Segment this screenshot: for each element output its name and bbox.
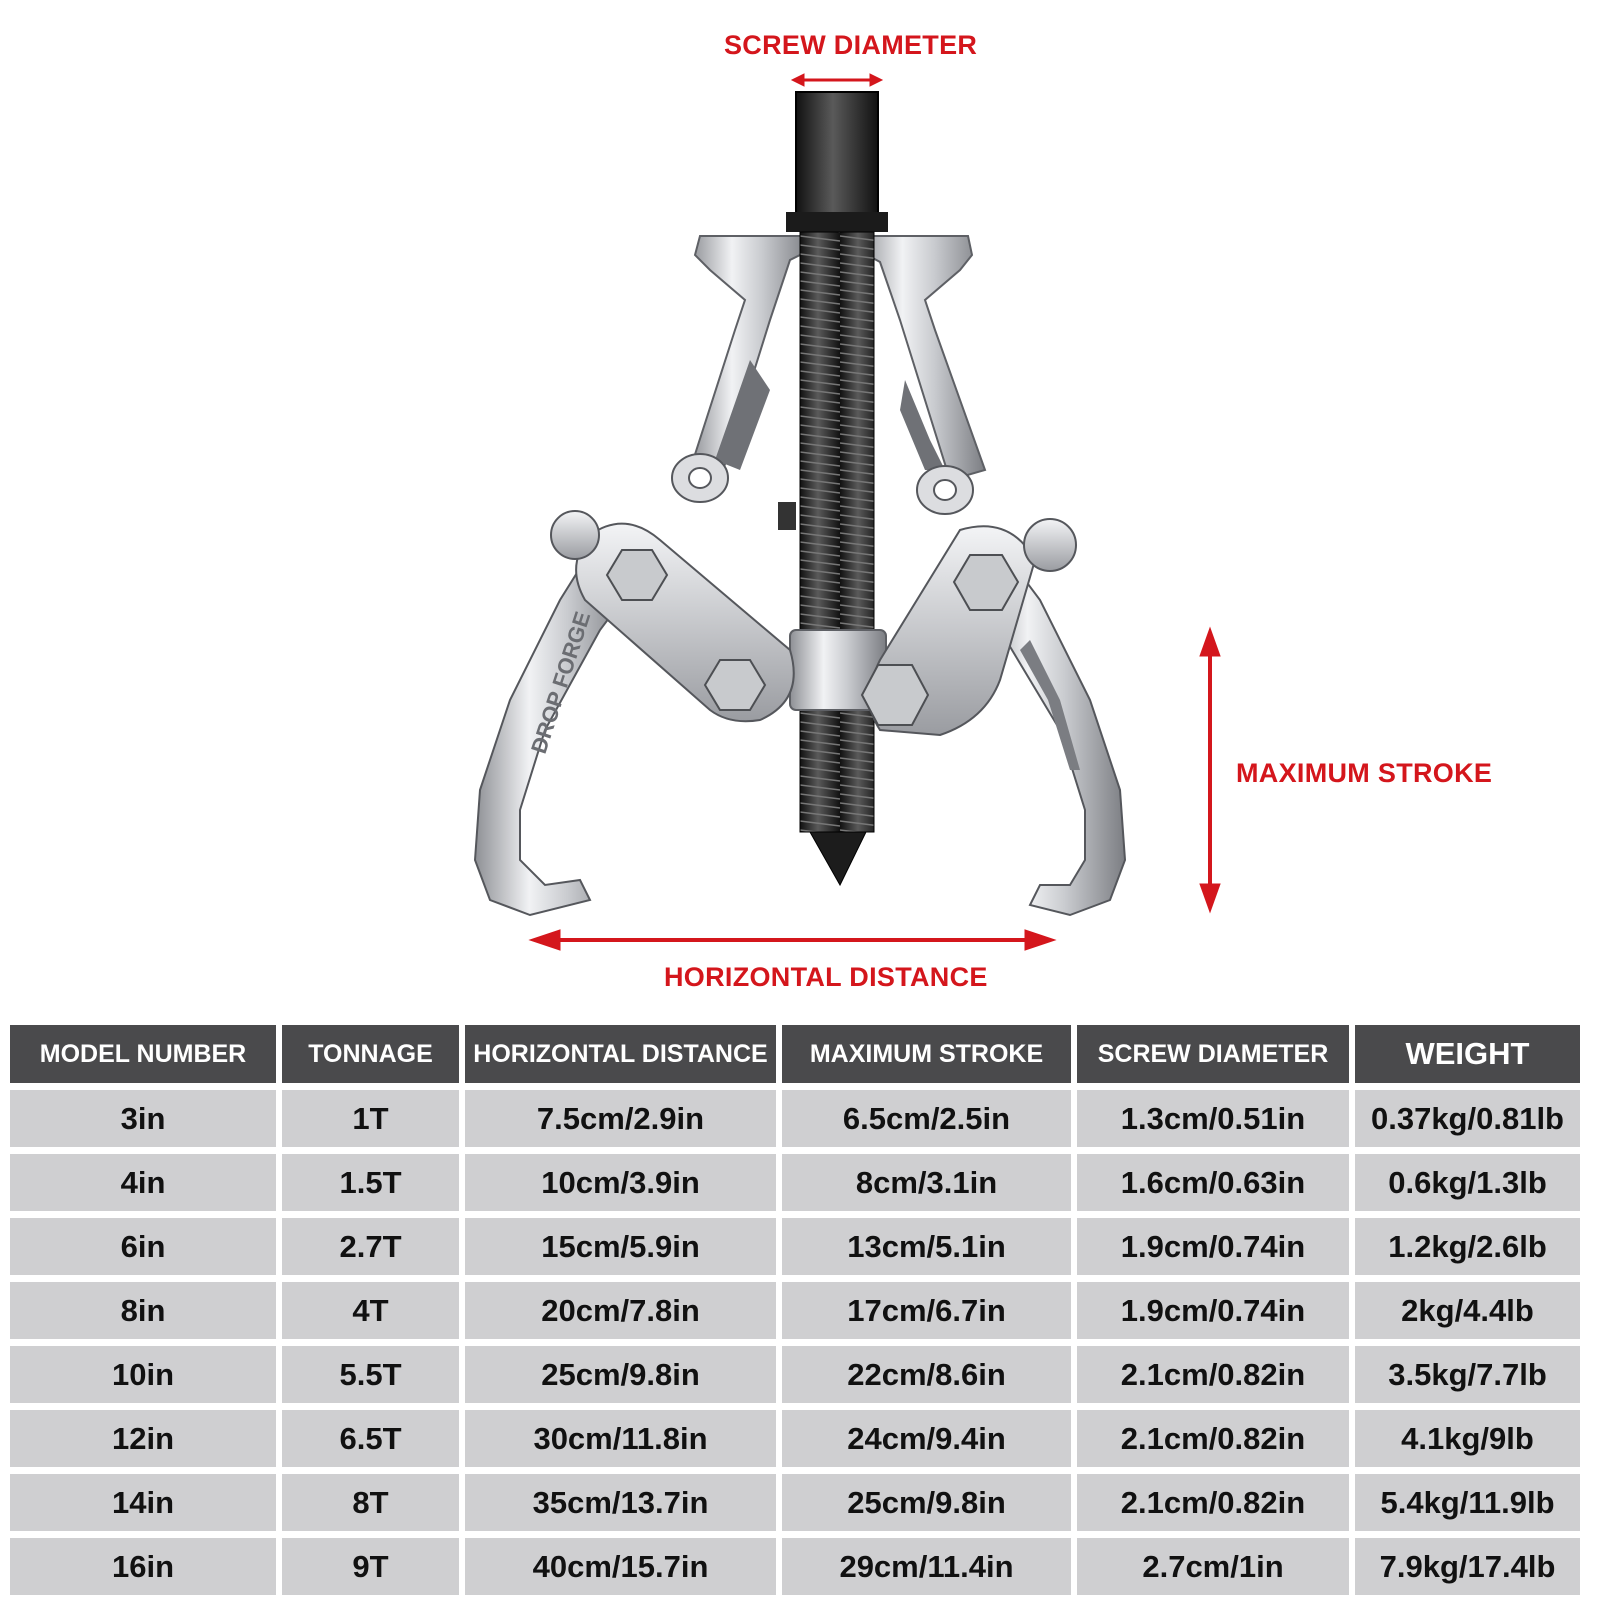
table-row xyxy=(10,1090,1580,1147)
cell-screw-diameter: 1.6cm/0.63in xyxy=(1077,1154,1349,1211)
cell-horizontal-distance: 30cm/11.8in xyxy=(465,1410,776,1467)
cell-model-number: 3in xyxy=(10,1090,276,1147)
cell-model-number: 10in xyxy=(10,1346,276,1403)
cell-tonnage: 2.7T xyxy=(282,1218,459,1275)
header-weight: WEIGHT xyxy=(1355,1025,1580,1083)
table-header-row xyxy=(10,1025,1580,1083)
cell-maximum-stroke: 6.5cm/2.5in xyxy=(782,1090,1071,1147)
cell-horizontal-distance: 10cm/3.9in xyxy=(465,1154,776,1211)
cell-tonnage: 1T xyxy=(282,1090,459,1147)
cell-weight: 4.1kg/9lb xyxy=(1355,1410,1580,1467)
table-row xyxy=(10,1538,1580,1595)
cell-model-number: 12in xyxy=(10,1410,276,1467)
table-row xyxy=(10,1410,1580,1467)
cell-horizontal-distance: 25cm/9.8in xyxy=(465,1346,776,1403)
cell-maximum-stroke: 29cm/11.4in xyxy=(782,1538,1071,1595)
cell-model-number: 16in xyxy=(10,1538,276,1595)
cell-maximum-stroke: 17cm/6.7in xyxy=(782,1282,1071,1339)
cell-maximum-stroke: 22cm/8.6in xyxy=(782,1346,1071,1403)
cell-horizontal-distance: 7.5cm/2.9in xyxy=(465,1090,776,1147)
cell-tonnage: 4T xyxy=(282,1282,459,1339)
table-row xyxy=(10,1218,1580,1275)
table-row xyxy=(10,1282,1580,1339)
cell-screw-diameter: 2.1cm/0.82in xyxy=(1077,1346,1349,1403)
cell-tonnage: 5.5T xyxy=(282,1346,459,1403)
cell-screw-diameter: 2.7cm/1in xyxy=(1077,1538,1349,1595)
cell-weight: 3.5kg/7.7lb xyxy=(1355,1346,1580,1403)
cell-weight: 0.37kg/0.81lb xyxy=(1355,1090,1580,1147)
header-tonnage: TONNAGE xyxy=(282,1025,459,1083)
cell-weight: 2kg/4.4lb xyxy=(1355,1282,1580,1339)
cell-weight: 7.9kg/17.4lb xyxy=(1355,1538,1580,1595)
cell-horizontal-distance: 35cm/13.7in xyxy=(465,1474,776,1531)
table-row xyxy=(10,1474,1580,1531)
center-screw xyxy=(786,92,888,885)
cell-model-number: 6in xyxy=(10,1218,276,1275)
cell-maximum-stroke: 24cm/9.4in xyxy=(782,1410,1071,1467)
cell-screw-diameter: 2.1cm/0.82in xyxy=(1077,1474,1349,1531)
header-maximum-stroke: MAXIMUM STROKE xyxy=(782,1025,1071,1083)
drop-forge-engraving: DROP FORGE xyxy=(525,608,596,757)
cell-model-number: 4in xyxy=(10,1154,276,1211)
cell-horizontal-distance: 20cm/7.8in xyxy=(465,1282,776,1339)
cell-horizontal-distance: 15cm/5.9in xyxy=(465,1218,776,1275)
cell-tonnage: 9T xyxy=(282,1538,459,1595)
cell-model-number: 8in xyxy=(10,1282,276,1339)
cell-weight: 1.2kg/2.6lb xyxy=(1355,1218,1580,1275)
cell-weight: 0.6kg/1.3lb xyxy=(1355,1154,1580,1211)
cell-maximum-stroke: 13cm/5.1in xyxy=(782,1218,1071,1275)
left-link-plate xyxy=(576,454,794,721)
cell-weight: 5.4kg/11.9lb xyxy=(1355,1474,1580,1531)
cell-tonnage: 8T xyxy=(282,1474,459,1531)
header-horizontal-distance: HORIZONTAL DISTANCE xyxy=(465,1025,776,1083)
cell-maximum-stroke: 25cm/9.8in xyxy=(782,1474,1071,1531)
cell-maximum-stroke: 8cm/3.1in xyxy=(782,1154,1071,1211)
table-row xyxy=(10,1154,1580,1211)
maximum-stroke-label: MAXIMUM STROKE xyxy=(1236,758,1493,788)
maximum-stroke-arrow xyxy=(1200,628,1220,912)
screw-diameter-label: SCREW DIAMETER xyxy=(724,30,978,60)
cell-screw-diameter: 1.9cm/0.74in xyxy=(1077,1282,1349,1339)
cell-screw-diameter: 2.1cm/0.82in xyxy=(1077,1410,1349,1467)
cell-screw-diameter: 1.3cm/0.51in xyxy=(1077,1090,1349,1147)
cell-tonnage: 6.5T xyxy=(282,1410,459,1467)
table-row xyxy=(10,1346,1580,1403)
horizontal-distance-label: HORIZONTAL DISTANCE xyxy=(664,962,988,992)
cell-screw-diameter: 1.9cm/0.74in xyxy=(1077,1218,1349,1275)
set-screw xyxy=(778,502,796,530)
header-screw-diameter: SCREW DIAMETER xyxy=(1077,1025,1349,1083)
cell-tonnage: 1.5T xyxy=(282,1154,459,1211)
screw-diameter-arrow xyxy=(792,74,882,86)
header-model-number: MODEL NUMBER xyxy=(10,1025,276,1083)
cell-horizontal-distance: 40cm/15.7in xyxy=(465,1538,776,1595)
horizontal-distance-arrow xyxy=(530,930,1055,950)
specifications-table xyxy=(4,1018,1586,1602)
cell-model-number: 14in xyxy=(10,1474,276,1531)
